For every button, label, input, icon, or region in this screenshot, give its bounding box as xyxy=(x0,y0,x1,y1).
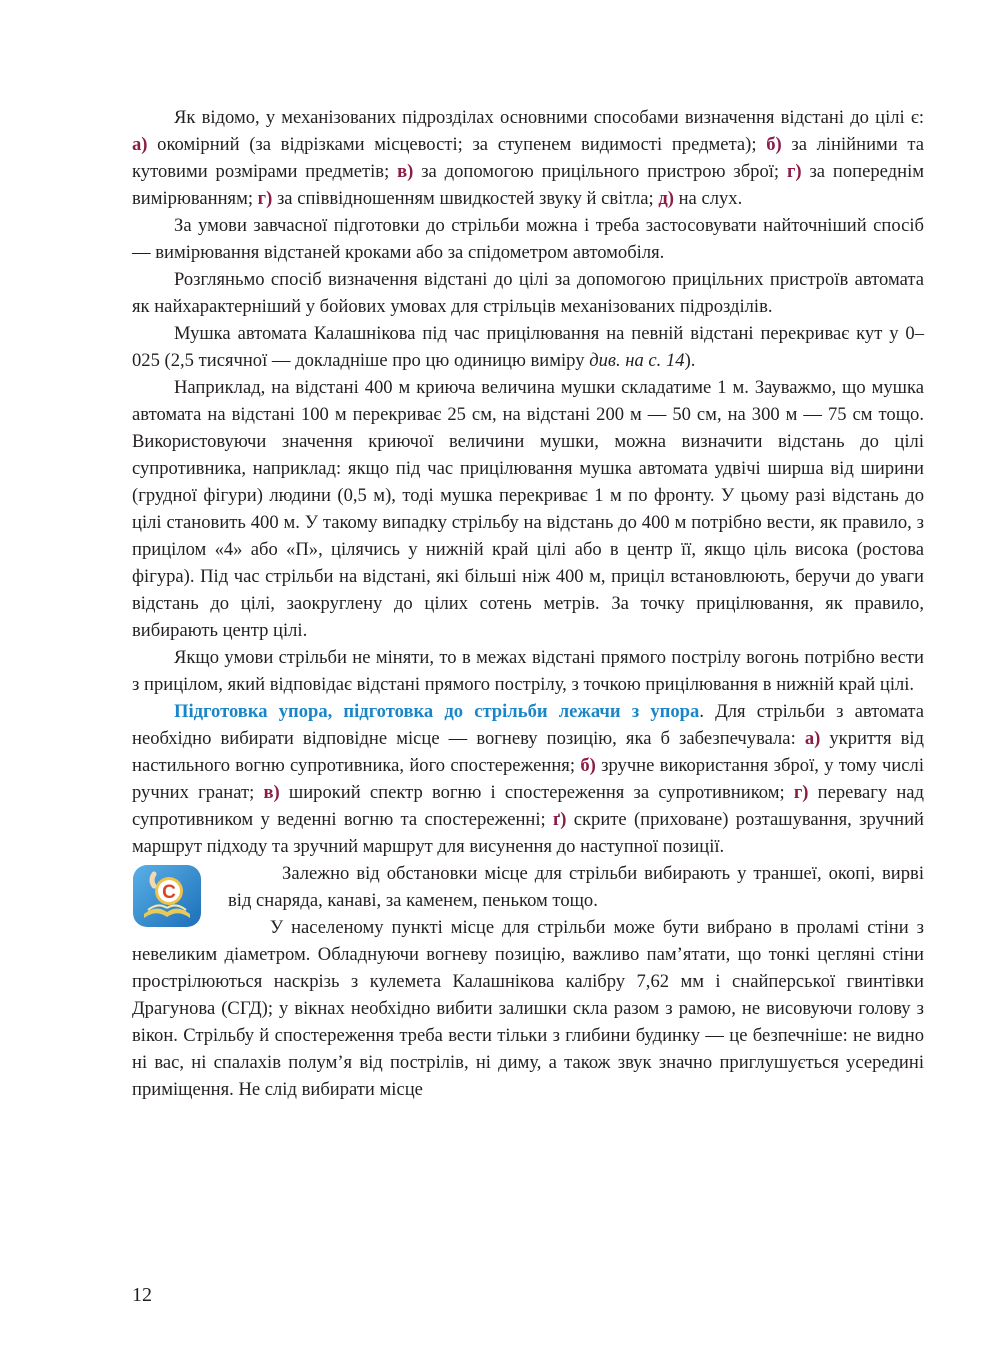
page-body xyxy=(132,104,924,1103)
page-number: 12 xyxy=(132,1284,152,1306)
list-marker: а) xyxy=(132,134,148,155)
paragraph-terrain: C Залежно від обстановки місце для стрільби вибирають у траншеї, окопі, вирві від снаряда, канаві, за каменем, пеньком тощо. xyxy=(132,860,924,914)
list-marker: г) xyxy=(793,782,809,803)
paragraph-example: Наприклад, на відстані 400 м криюча величина мушки складатиме 1 м. Зауважмо, що мушка автомата на відстані 100 м перекриває 25 см, на відстані 200 м — 50 см, на 300 м — 75 см тощо. Використовуючи значення криючої величини мушки, можна визначити відстань до цілі супротивника, наприклад: якщо під час прицілювання мушка автомата удвічі ширша від ширини (грудної фігури) людини (0,5 м), тоді мушка перекриває 1 м по фронту. У цьому разі відстань до цілі становить 400 м. У такому випадку стрільбу на відстань до 400 м потрібно вести, як правило, з прицілом «4» або «П», цілячись у нижній край цілі або в центр її, якщо ціль висока (ростова фігура). Під час стрільби на відстані, які більші ніж 400 м, приціл встановлюють, беручи до уваги відстань до цілі, заокруглену до цілих сотень метрів. За точку прицілювання, як правило, вибирають центр цілі. xyxy=(132,377,924,641)
book-c-icon xyxy=(132,864,202,928)
paragraph-preparation: За умови завчасної підготовки до стрільби можна і треба застосовувати найточніший спосіб — вимірювання відстаней кроками або за спідометром автомобіля. xyxy=(132,215,924,263)
section-heading: Підготовка упора, підготовка до стрільби лежачи з упора xyxy=(174,701,700,722)
paragraph-settlement: У населеному пункті місце для стрільби може бути вибрано в проламі стіни з невеликим діаметром. Обладнуючи вогневу позицію, важливо пам’ятати, що тонкі цегляні стіни прострілюються наскрізь з кулемета Калашнікова калібру 7,62 мм і снайперської гвинтівки Драгунова (СГД); у вікнах необхідно вибити залишки скла разом з рамою, не висовуючи голову з вікон. Стрільбу й спостереження треба вести тільки з глибини будинку — це безпечніше: не видно ні вас, ні спалахів полум’я від пострілів, ні диму, а також звук значно приглушується усередині приміщення. Не слід вибирати місце xyxy=(132,917,924,1100)
svg-text:C: C xyxy=(162,882,176,903)
list-marker: г) xyxy=(786,161,802,182)
page-reference: див. на с. 14 xyxy=(589,350,685,371)
paragraph-direct-shot: Якщо умови стрільби не міняти, то в межах відстані прямого пострілу вогонь потрібно вести з прицілом, який відповідає відстані прямого пострілу, з точкою прицілювання в нижній край цілі. xyxy=(132,647,924,695)
list-marker: ґ) xyxy=(553,809,567,830)
paragraph-firing-position: Підготовка упора, підготовка до стрільби лежачи з упора. Для стрільби з автомата необхідно вибирати відповідне місце — вогневу позицію, яка б забезпечувала: а) укриття від настильного вогню супротивника, його спостереження; б) зручне використання зброї, у тому числі ручних гранат; в) широкий спектр вогню і спостереження за супротивником; г) перевагу над супротивником у веденні вогню та спостереженні; ґ) скрите (приховане) розташування, зручний маршрут підходу та зручний маршрут для висунення до наступної позиції. xyxy=(132,701,925,857)
paragraph-front-sight: Мушка автомата Калашнікова під час прицілювання на певній відстані перекриває кут у 0–025 (2,5 тисячної — докладніше про цю одиницю виміру див. на с. 14). xyxy=(132,323,924,371)
list-marker: б) xyxy=(580,755,596,776)
list-marker: а) xyxy=(804,728,821,749)
list-marker: в) xyxy=(397,161,414,182)
list-marker: б) xyxy=(766,134,782,155)
paragraph-distance-methods: Як відомо, у механізованих підрозділах основними способами визначення відстані до цілі є: а) окомірний (за відрізками місцевості; за ступенем видимості предмета); б) за лінійними та кутовими розмірами предметів; в) за допомогою прицільного пристрою зброї; г) за попереднім вимірюванням; г) за співвідношенням швидкостей звуку й світла; д) на слух. xyxy=(132,107,925,209)
paragraph-sight-method: Розгляньмо спосіб визначення відстані до цілі за допомогою прицільних пристроїв автомата як найхарактерніший у бойових умовах для стрільців механізованих підрозділів. xyxy=(132,269,924,317)
list-marker: в) xyxy=(263,782,280,803)
list-marker: г) xyxy=(257,188,273,209)
list-marker: д) xyxy=(658,188,674,209)
